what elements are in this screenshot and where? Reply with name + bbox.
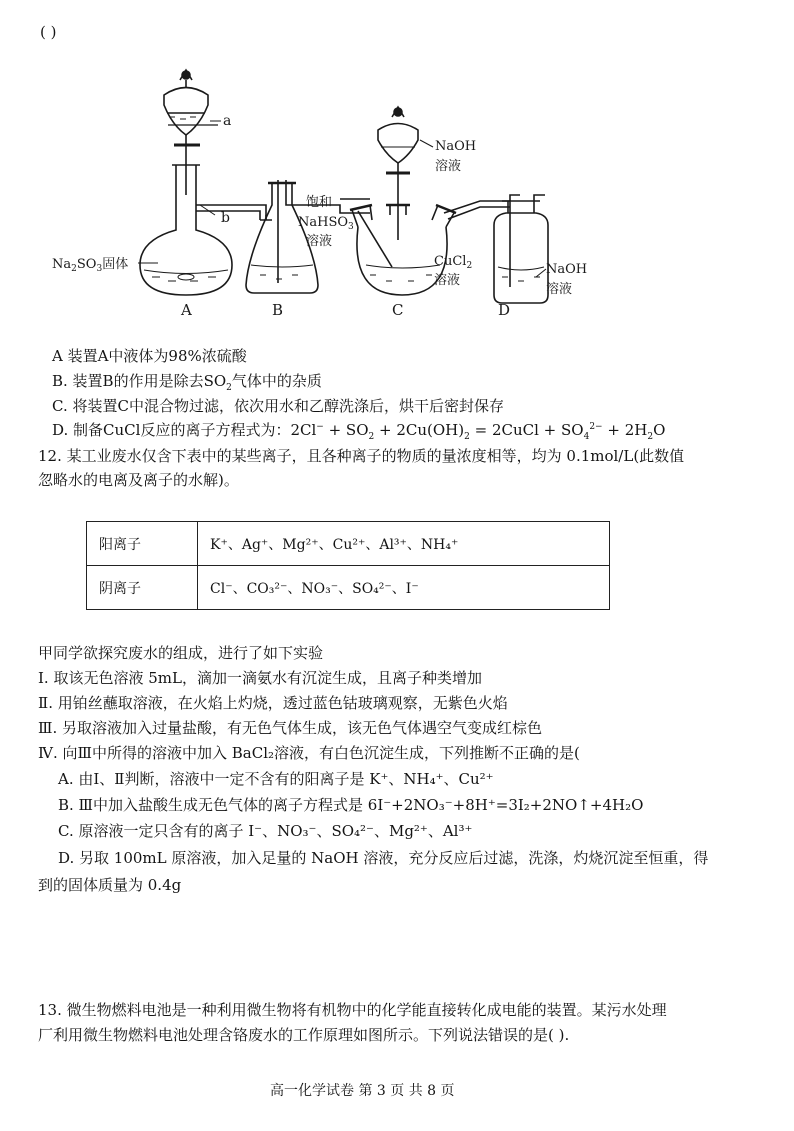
q12-intro: 甲同学欲探究废水的组成，进行了如下实验 [38,644,324,662]
q12-option-b: B. Ⅲ中加入盐酸生成无色气体的离子方程式是 6I⁻+2NO₃⁻+8H⁺=3I₂+2NO↑+4H₂O [58,796,644,814]
q13-line2: 厂利用微生物燃料电池处理含铬废水的工作原理如图所示。下列说法错误的是( ). [38,1026,570,1044]
anion-list: Cl⁻、CO₃²⁻、NO₃⁻、SO₄²⁻、I⁻ [198,566,610,610]
q13-line1: 13. 微生物燃料电池是一种利用微生物将有机物中的化学能直接转化成电能的装置。某污水处理 [38,1001,667,1019]
label-a: a [223,113,232,129]
c-funnel-naoh: NaOH [435,139,477,154]
flask-a-solid-sub2: 2 [71,264,77,274]
q12-stem-line1: 12. 某工业废水仅含下表中的某些离子，且各种离子的物质的量浓度相等，均为 0.1mol/L(此数值 [38,447,685,465]
q12-stem-line2: 忽略水的电离及离子的水解)。 [38,471,239,489]
flask-a-solid-sub3: 3 [96,264,103,274]
apparatus-a [140,70,266,295]
anion-label: 阴离子 [87,566,198,610]
q11-option-d: D. 制备CuCl反应的离子方程式为：$2Cl^- + SO_2 + 2Cu(OH)_2$ = 2CuCl + $SO_4^{2-} + 2H_2O$ [52,421,666,442]
q11-option-c: C. 将装置C中混合物过滤，依次用水和乙醇洗涤后，烘干后密封保存 [52,397,504,415]
table-row [87,522,610,566]
b-reagent-saturated: 饱和 [306,195,333,210]
q12-option-d-line1: D. 另取 100mL 原溶液，加入足量的 NaOH 溶液，充分反应后过滤，洗涤，灼烧沉淀至恒重，得 [58,849,709,867]
cation-list: K⁺、Ag⁺、Mg²⁺、Cu²⁺、Al³⁺、NH₄⁺ [198,522,610,566]
c-reagent-sub: 2 [466,261,473,271]
d-reagent-solution: 溶液 [546,282,573,297]
q12-option-c: C. 原溶液一定只含有的离子 I⁻、NO₃⁻、SO₄²⁻、Mg²⁺、Al³⁺ [58,822,473,840]
ion-table [86,521,610,610]
q12-step-1: Ⅰ. 取该无色溶液 5mL，滴加一滴氨水有沉淀生成，且离子种类增加 [38,669,482,687]
label-b: b [221,210,230,226]
q11-option-b: B. 装置B的作用是除去$SO_2$气体中的杂质 [52,372,322,393]
b-reagent-sub: 3 [348,222,354,232]
apparatus-figure [40,55,600,320]
apparatus-c [350,107,510,295]
flask-a-solid-word: 固体 [102,257,129,272]
label-letter-c: C [392,301,404,319]
q12-step-4: Ⅳ. 向Ⅲ中所得的溶液中加入 BaCl₂溶液，有白色沉淀生成，下列推断不正确的是( [38,744,580,762]
answer-bracket: ( ) [40,23,57,41]
b-reagent-formula: NaHSO [298,215,349,230]
c-reagent-formula: CuCl [434,254,467,269]
label-letter-b: B [272,301,284,319]
q12-step-2: Ⅱ. 用铂丝蘸取溶液，在火焰上灼烧，透过蓝色钴玻璃观察，无紫色火焰 [38,694,508,712]
flask-a-solid-so: SO [76,257,97,272]
cation-label: 阳离子 [87,522,198,566]
table-row [87,566,610,610]
c-funnel-solution: 溶液 [435,159,462,174]
b-reagent-solution: 溶液 [306,234,333,249]
q12-option-a: A. 由Ⅰ、Ⅱ判断，溶液中一定不含有的阳离子是 K⁺、NH₄⁺、Cu²⁺ [58,770,494,788]
flask-a-solid-na: Na [52,257,72,272]
c-reagent-solution: 溶液 [434,273,461,288]
page-footer: 高一化学试卷 第 3 页 共 8 页 [270,1083,455,1099]
q12-step-3: Ⅲ. 另取溶液加入过量盐酸，有无色气体生成，该无色气体遇空气变成红棕色 [38,719,543,737]
d-reagent-naoh: NaOH [546,262,588,277]
svg-text:Na2SO3固体 [52,256,128,274]
label-letter-d: D [498,301,511,319]
q12-option-d-line2: 到的固体质量为 0.4g [38,876,182,894]
svg-text:NaHSO3 [298,215,354,232]
svg-text:CuCl2 [434,254,472,271]
q11-option-a: A 装置A中液体为98%浓硫酸 [52,347,247,365]
label-letter-a: A [181,301,192,319]
apparatus-d [494,195,548,303]
